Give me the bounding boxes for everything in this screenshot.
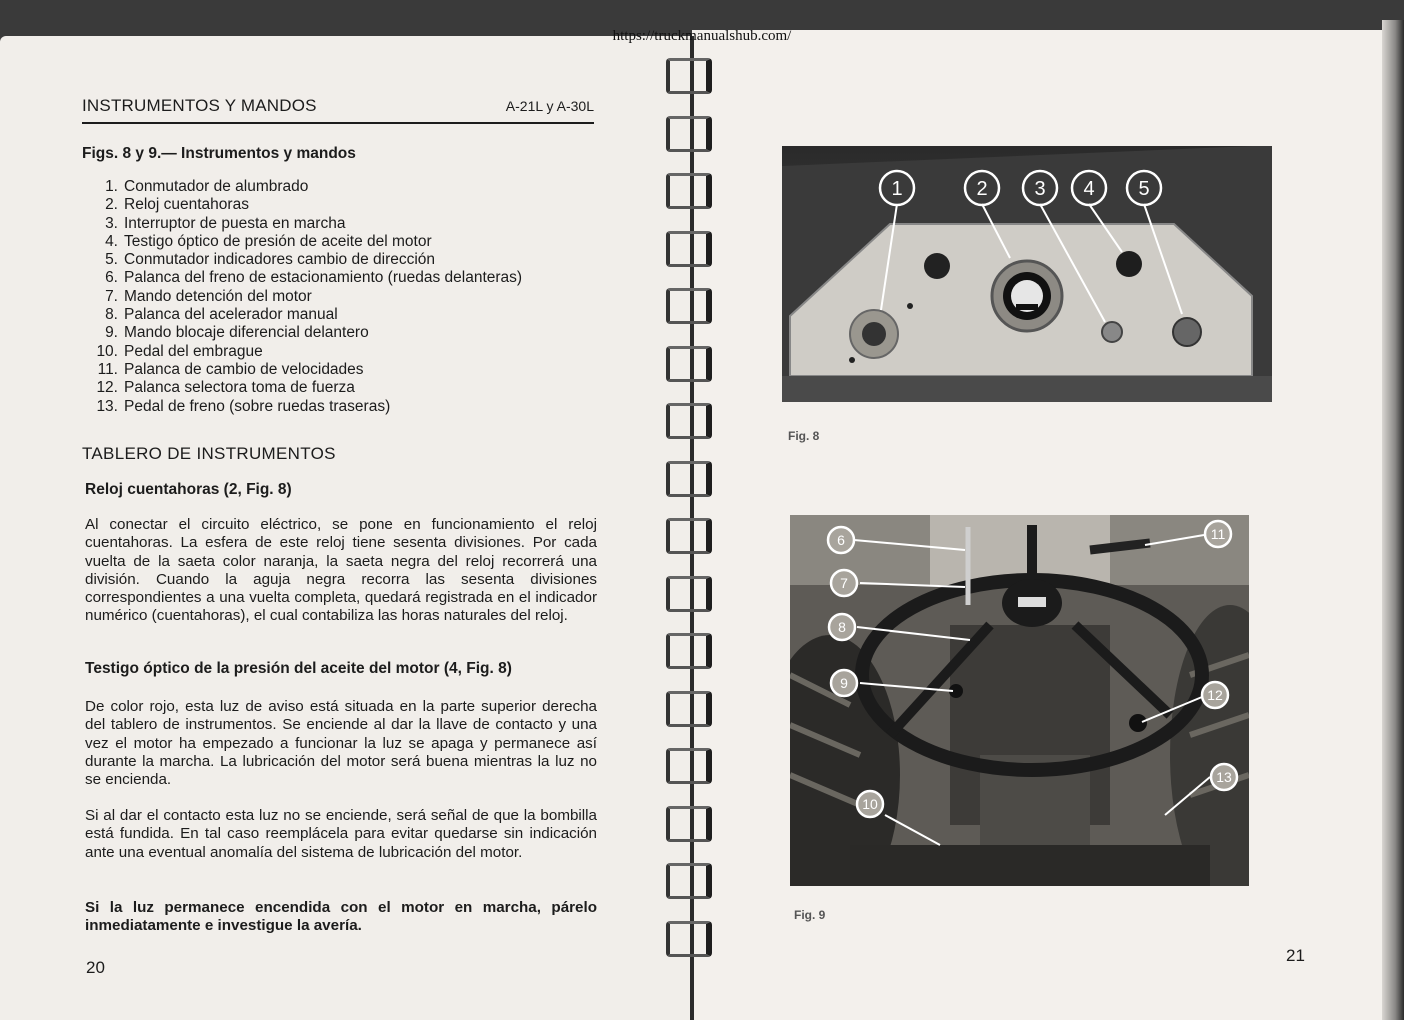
fig9-callout-10: 10 xyxy=(862,796,878,812)
paragraph-oil-light: De color rojo, esta luz de aviso está situada en la parte superior derecha del tablero de instrumentos. Se enciende al dar la llave de contacto y una vez el motor ha empezado a funcionar la luz se apaga y permanece así durante la marcha. La lubricación del motor será buena mientras la luz no se encienda. xyxy=(85,698,597,789)
list-item-text: Mando blocaje diferencial delantero xyxy=(124,324,369,342)
binding-coil xyxy=(666,461,712,497)
list-item-text: Pedal de freno (sobre ruedas traseras) xyxy=(124,397,391,415)
list-item-text: Palanca de cambio de velocidades xyxy=(124,360,364,378)
header-title: INSTRUMENTOS Y MANDOS xyxy=(82,96,317,115)
list-item xyxy=(82,379,622,397)
fig8-callout-1: 1 xyxy=(891,178,903,200)
list-item-number: 9. xyxy=(105,324,118,342)
paragraph-bulb: Si al dar el contacto esta luz no se enciende, será señal de que la bombilla está fundida. En tal caso reemplácela para evitar quedarse sin indicación ante una eventual anomalía del sistema de lubricación del motor. xyxy=(85,807,597,861)
list-item-number: 3. xyxy=(105,214,118,232)
binding-coil xyxy=(666,403,712,439)
binding-coil xyxy=(666,116,712,152)
fig8-callout-5: 5 xyxy=(1138,178,1150,200)
fig8-callout-2: 2 xyxy=(976,178,988,200)
list-item-number: 10. xyxy=(96,342,118,360)
list-item xyxy=(82,251,622,269)
binding-coil xyxy=(666,748,712,784)
fig9-callout-7: 7 xyxy=(840,575,848,591)
page-number-left: 20 xyxy=(86,958,105,977)
binding-coil xyxy=(666,518,712,554)
binding-coil xyxy=(666,346,712,382)
list-item xyxy=(82,324,622,342)
list-item-number: 11. xyxy=(97,360,118,378)
list-item xyxy=(82,306,622,324)
subheading-hour-meter: Reloj cuentahoras (2, Fig. 8) xyxy=(85,481,292,498)
binding-coil xyxy=(666,863,712,899)
list-item-text: Conmutador de alumbrado xyxy=(124,178,309,195)
list-item xyxy=(82,196,622,214)
fig9-photo xyxy=(790,515,1249,886)
binding-coil xyxy=(666,806,712,842)
list-item-number: 7. xyxy=(105,287,118,305)
binding-coil xyxy=(666,576,712,612)
page-number-right: 21 xyxy=(1286,946,1305,965)
list-item-number: 6. xyxy=(105,269,118,287)
binding-coil xyxy=(666,231,712,267)
binding-coil xyxy=(666,58,712,94)
fig9-callout-12: 12 xyxy=(1207,687,1223,703)
fig8-caption: Fig. 8 xyxy=(788,429,820,443)
fig9-callout-13: 13 xyxy=(1216,769,1232,785)
figs-title: Figs. 8 y 9.— Instrumentos y mandos xyxy=(82,145,356,162)
list-item xyxy=(82,269,622,287)
binding-coil xyxy=(666,173,712,209)
binding-coil xyxy=(666,288,712,324)
list-item xyxy=(82,343,622,361)
binding-coil xyxy=(666,633,712,669)
list-item-text: Testigo óptico de presión de aceite del motor xyxy=(124,232,432,250)
fig9-callout-6: 6 xyxy=(837,532,845,548)
page-header xyxy=(82,96,594,124)
list-item xyxy=(82,233,622,251)
list-item-text: Interruptor de puesta en marcha xyxy=(124,214,346,232)
list-item-text: Palanca del freno de estacionamiento (ruedas delanteras) xyxy=(124,269,523,287)
list-item-number: 5. xyxy=(105,251,118,269)
fig8-callout-3: 3 xyxy=(1034,178,1046,200)
list-item-number: 4. xyxy=(105,232,118,250)
subheading-oil-pressure: Testigo óptico de la presión del aceite del motor (4, Fig. 8) xyxy=(85,660,512,677)
list-item-text: Pedal del embrague xyxy=(124,342,263,360)
list-item-number: 12. xyxy=(96,379,118,397)
list-item-number: 13. xyxy=(96,397,118,415)
fig8-photo xyxy=(782,146,1272,402)
spiral-binding xyxy=(662,50,722,1020)
list-item-text: Palanca del acelerador manual xyxy=(124,306,338,324)
list-item-number: 1. xyxy=(105,178,118,195)
list-item-text: Palanca selectora toma de fuerza xyxy=(124,379,355,397)
list-item xyxy=(82,178,622,196)
paragraph-hour-meter: Al conectar el circuito eléctrico, se pone en funcionamiento el reloj cuentahoras. La esfera de este reloj tiene sesenta divisiones. Por cada vuelta de la saeta color naranja, la saeta negra del reloj recorrerá una división. Cuando la aguja negra recorra las sesenta divisiones correspondientes a una vuelta completa, quedará registrada en el indicador numérico (cuentahoras), el cual contabiliza las horas naturales del reloj. xyxy=(85,516,597,625)
fig9-callout-11: 11 xyxy=(1210,526,1226,542)
list-item xyxy=(82,288,622,306)
section-title: TABLERO DE INSTRUMENTOS xyxy=(82,444,336,463)
book-edge xyxy=(1382,20,1404,1020)
fig8-callout-4: 4 xyxy=(1083,178,1095,200)
list-item-number: 2. xyxy=(105,196,118,214)
list-item-number: 8. xyxy=(105,306,118,324)
paragraph-warning: Si la luz permanece encendida con el motor en marcha, párelo inmediatamente e investigue la avería. xyxy=(85,899,597,935)
binding-coil xyxy=(666,921,712,957)
fig9-callout-8: 8 xyxy=(838,619,846,635)
parts-list xyxy=(82,178,622,416)
list-item xyxy=(82,398,622,416)
list-item xyxy=(82,361,622,379)
list-item-text: Mando detención del motor xyxy=(124,287,312,305)
source-url: https://truckmanualshub.com/ xyxy=(612,28,792,44)
header-model: A-21L y A-30L xyxy=(505,98,594,114)
list-item xyxy=(82,215,622,233)
list-item-text: Conmutador indicadores cambio de dirección xyxy=(124,251,436,269)
fig9-caption: Fig. 9 xyxy=(794,908,826,922)
list-item-text: Reloj cuentahoras xyxy=(124,196,249,214)
fig9-callout-9: 9 xyxy=(840,675,848,691)
binding-coil xyxy=(666,691,712,727)
